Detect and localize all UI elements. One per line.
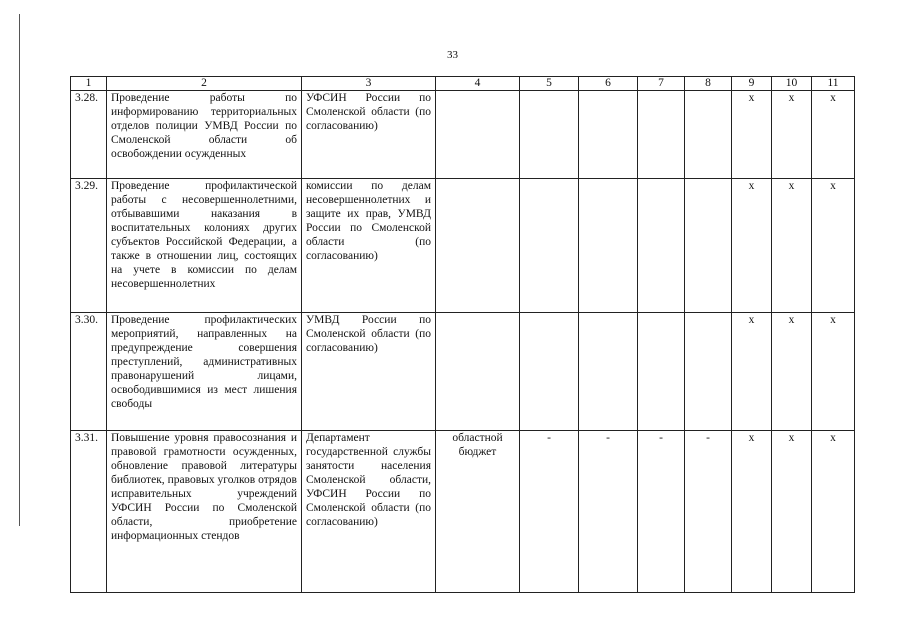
header-cell: 4 [436,77,520,91]
measure-name: Повышение уровня правосознания и правовой грамотности осужденных, обновление правовой литературы библиотек, правовых уголков отрядов исправительных учреждений УФСИН России по Смоленской области, приобретение информационных стендов [107,431,302,593]
value-col-5 [520,313,579,431]
value-col-8 [685,179,732,313]
value-col-10: x [772,179,812,313]
value-col-7: - [638,431,685,593]
measures-table [70,76,855,593]
page-number: 33 [447,49,458,61]
executor: УМВД России по Смоленской области (по согласованию) [302,313,436,431]
executor: Департамент государственной службы занятости населения Смоленской области, УФСИН России по Смоленской области (по согласованию) [302,431,436,593]
value-col-6 [579,179,638,313]
row-number: 3.29. [71,179,107,313]
value-col-9: x [732,313,772,431]
value-col-10: x [772,313,812,431]
header-cell: 10 [772,77,812,91]
value-col-6 [579,313,638,431]
value-col-7 [638,313,685,431]
value-col-11: x [812,91,855,179]
header-cell: 1 [71,77,107,91]
value-col-9: x [732,91,772,179]
table-row [71,179,855,313]
funding-source [436,313,520,431]
measure-name: Проведение профилактических мероприятий, направленных на предупреждение совершения преступлений, административных правонарушений лицами, освободившимися из мест лишения свободы [107,313,302,431]
page-margin-rule [19,14,20,526]
header-cell: 6 [579,77,638,91]
table-row [71,313,855,431]
executor: УФСИН России по Смоленской области (по согласованию) [302,91,436,179]
funding-source [436,179,520,313]
value-col-5 [520,179,579,313]
value-col-10: x [772,91,812,179]
funding-source [436,91,520,179]
table-row [71,91,855,179]
executor: комиссии по делам несовершеннолетних и защите их прав, УМВД России по Смоленской области (по согласованию) [302,179,436,313]
header-cell: 7 [638,77,685,91]
header-cell: 11 [812,77,855,91]
value-col-8: - [685,431,732,593]
value-col-7 [638,179,685,313]
header-cell: 3 [302,77,436,91]
measure-name: Проведение работы по информированию территориальных отделов полиции УМВД России по Смоленской области об освобождении осужденных [107,91,302,179]
value-col-11: x [812,179,855,313]
value-col-9: x [732,431,772,593]
measure-name: Проведение профилактической работы с несовершеннолетними, отбывавшими наказания в воспитательных колониях других субъектов Российской Федерации, а также в отношении лиц, состоящих на учете в комиссии по делам несовершеннолетних [107,179,302,313]
value-col-10: x [772,431,812,593]
value-col-11: x [812,313,855,431]
row-number: 3.30. [71,313,107,431]
header-cell: 9 [732,77,772,91]
value-col-6 [579,91,638,179]
row-number: 3.28. [71,91,107,179]
value-col-7 [638,91,685,179]
funding-source: областной бюджет [436,431,520,593]
value-col-5 [520,91,579,179]
row-number: 3.31. [71,431,107,593]
value-col-6: - [579,431,638,593]
value-col-11: x [812,431,855,593]
table-row [71,431,855,593]
value-col-8 [685,313,732,431]
header-cell: 2 [107,77,302,91]
header-cell: 5 [520,77,579,91]
value-col-8 [685,91,732,179]
header-cell: 8 [685,77,732,91]
header-row [71,77,855,91]
value-col-9: x [732,179,772,313]
value-col-5: - [520,431,579,593]
